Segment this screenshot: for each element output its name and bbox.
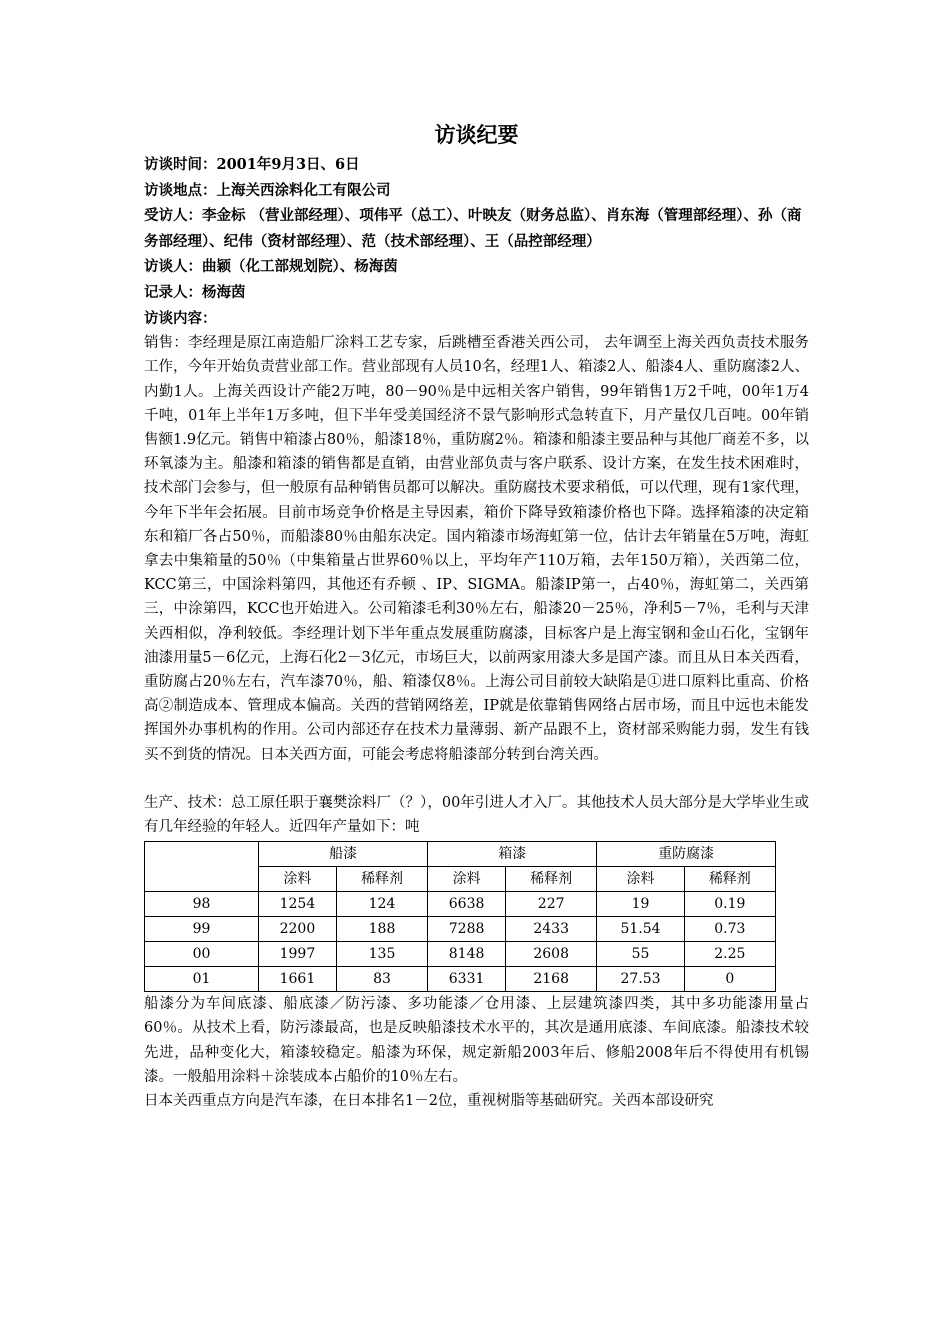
table-cell: 7288	[428, 917, 506, 942]
table-cell: 135	[336, 942, 427, 967]
interview-place: 访谈地点：上海关西涂料化工有限公司	[144, 181, 391, 199]
subheader-cell: 稀释剂	[336, 867, 427, 892]
year-cell: 01	[145, 967, 259, 992]
table-corner-cell	[145, 842, 259, 892]
table-cell: 0.73	[684, 917, 775, 942]
table-cell: 2.25	[684, 942, 775, 967]
table-cell: 8148	[428, 942, 506, 967]
subheader-cell: 涂料	[428, 867, 506, 892]
table-cell: 1661	[259, 967, 337, 992]
production-paragraph: 生产、技术：总工原任职于襄樊涂料厂（？），00年引进人才入厂。其他技术人员大部分是大学毕业生或有几年经验的年轻人。近四年产量如下：吨	[144, 794, 809, 836]
table-cell: 19	[597, 892, 684, 917]
production-table	[144, 841, 776, 992]
interviewers: 访谈人：曲颖（化工部规划院）、杨海茵	[144, 258, 398, 276]
table-cell: 6331	[428, 967, 506, 992]
table-cell: 83	[336, 967, 427, 992]
subheader-cell: 涂料	[259, 867, 337, 892]
interviewees: 受访人：李金标 （营业部经理）、项伟平（总工）、叶映友（财务总监）、肖东海（管理部经理）、孙（商务部经理）、纪伟（资材部经理）、范（技术部经理）、王（品控部经理）	[144, 207, 802, 250]
year-cell: 98	[145, 892, 259, 917]
document-title: 访谈纪要	[434, 122, 519, 147]
table-row	[145, 892, 776, 917]
table-cell: 2433	[506, 917, 597, 942]
table-cell: 2168	[506, 967, 597, 992]
subheader-cell: 涂料	[597, 867, 684, 892]
table-cell: 6638	[428, 892, 506, 917]
table-cell: 0.19	[684, 892, 775, 917]
table-cell: 227	[506, 892, 597, 917]
document-page	[144, 118, 809, 1113]
table-row	[145, 917, 776, 942]
group-header-anticorrosion: 重防腐漆	[597, 842, 776, 867]
table-row	[145, 942, 776, 967]
marine-paint-paragraph: 船漆分为车间底漆、船底漆／防污漆、多功能漆／仓用漆、上层建筑漆四类，其中多功能漆用量占60％。从技术上看，防污漆最高，也是反映船漆技术水平的，其次是通用底漆、车间底漆。船漆技术较先进，品种变化大，箱漆较稳定。船漆为环保，规定新船2003年后、修船2008年后不得使用有机锡漆。一般船用涂料＋涂装成本占船价的10％左右。	[144, 996, 809, 1085]
subheader-cell: 稀释剂	[684, 867, 775, 892]
table-cell: 2200	[259, 917, 337, 942]
table-row	[145, 967, 776, 992]
table-cell: 2608	[506, 942, 597, 967]
table-cell: 51.54	[597, 917, 684, 942]
paragraph-gap	[144, 767, 809, 791]
sales-paragraph: 销售：李经理是原江南造船厂涂料工艺专家，后跳槽至香港关西公司， 去年调至上海关西负责技术服务工作，今年开始负责营业部工作。营业部现有人员10名，经理1人、箱漆2人、船漆4人、重防腐漆2人、内勤1人。上海关西设计产能2万吨，80－90％是中远相关客户销售，99年销售1万2千吨，00年1万4千吨，01年上半年1万多吨，但下半年受美国经济不景气影响形式急转直下，月产量仅几百吨。00年销售额1.9亿元。销售中箱漆占80％，船漆18％，重防腐2％。箱漆和船漆主要品种与其他厂商差不多，以环氧漆为主。船漆和箱漆的销售都是直销，由营业部负责与客户联系、设计方案，在发生技术困难时，技术部门会参与，但一般原有品种销售员都可以解决。重防腐技术要求稍低，可以代理，现有1家代理，今年下半年会拓展。目前市场竞争价格是主导因素，箱价下降导致箱漆价格也下降。选择箱漆的决定箱东和箱厂各占50％，而船漆80％由船东决定。国内箱漆市场海虹第一位，估计去年销量在5万吨，海虹拿去中集箱量的50％（中集箱量占世界60％以上，平均年产110万箱，去年150万箱），关西第二位，KCC第三，中国涂料第四，其他还有乔顿 、IP、SIGMA。船漆IP第一，占40％，海虹第二，关西第三，中涂第四，KCC也开始进入。公司箱漆毛利30％左右，船漆20－25％，净利5－7％，毛利与天津关西相似，净利较低。李经理计划下半年重点发展重防腐漆，目标客户是上海宝钢和金山石化，宝钢年油漆用量5－6亿元，上海石化2－3亿元，市场巨大，以前两家用漆大多是国产漆。而且从日本关西看，重防腐占20％左右，汽车漆70％，船、箱漆仅8％。上海公司目前较大缺陷是①进口原料比重高、价格高②制造成本、管理成本偏高。关西的营销网络差，IP就是依靠销售网络占居市场，而且中远也未能发挥国外办事机构的作用。公司内部还存在技术力量薄弱、新产品跟不上，资材部采购能力弱，发生有钱买不到货的情况。日本关西方面，可能会考虑将船漆部分转到台湾关西。	[144, 335, 809, 763]
japan-kansai-paragraph: 日本关西重点方向是汽车漆，在日本排名1－2位，重视树脂等基础研究。关西本部设研究	[144, 1093, 714, 1110]
interview-time: 访谈时间：2001年9月3日、6日	[144, 156, 360, 173]
content-label: 访谈内容：	[144, 309, 217, 327]
table-cell: 27.53	[597, 967, 684, 992]
table-cell: 1254	[259, 892, 337, 917]
table-header-row	[145, 842, 776, 867]
table-cell: 1997	[259, 942, 337, 967]
table-cell: 124	[336, 892, 427, 917]
recorder: 记录人：杨海茵	[144, 283, 246, 301]
year-cell: 00	[145, 942, 259, 967]
table-cell: 188	[336, 917, 427, 942]
table-cell: 0	[684, 967, 775, 992]
subheader-cell: 稀释剂	[506, 867, 597, 892]
table-cell: 55	[597, 942, 684, 967]
group-header-container: 箱漆	[428, 842, 597, 867]
year-cell: 99	[145, 917, 259, 942]
group-header-marine: 船漆	[259, 842, 428, 867]
